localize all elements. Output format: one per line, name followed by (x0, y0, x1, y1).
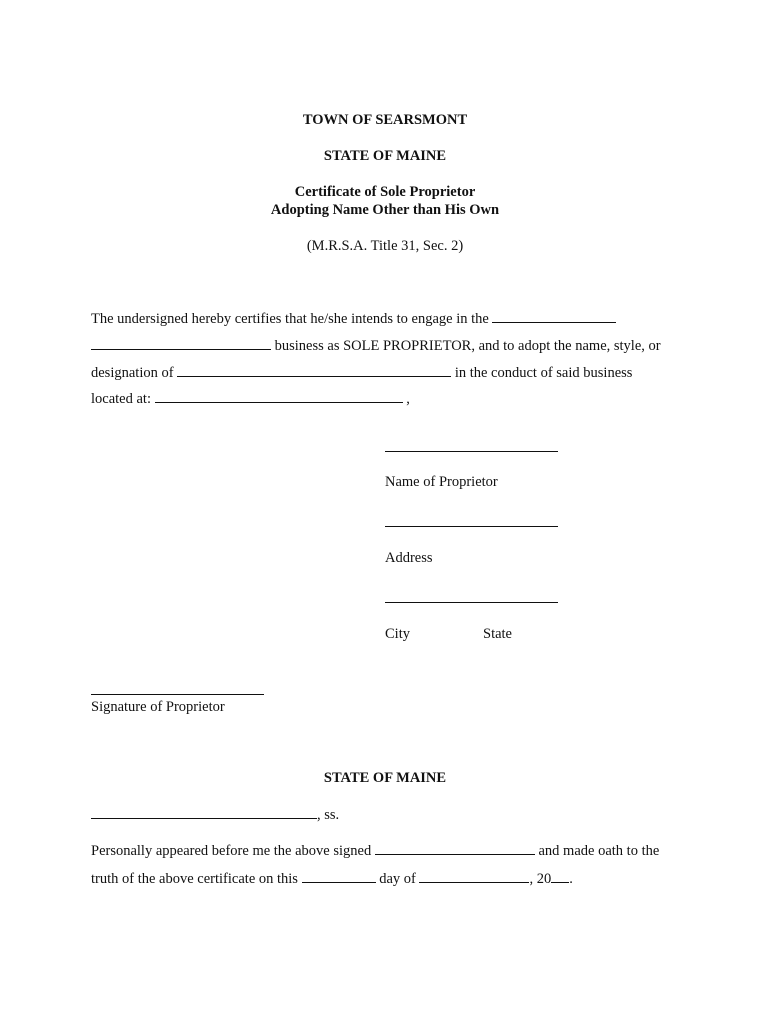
paragraph-line-1 (91, 310, 616, 328)
city-label: City (385, 626, 410, 642)
paragraph-line-3-text-a: designation of (91, 365, 174, 381)
signature-label: Signature of Proprietor (91, 699, 225, 715)
business-type-blank-1[interactable] (492, 310, 616, 323)
paragraph-line-3 (91, 364, 632, 382)
notary-line-2-text-c: , 20 (529, 871, 552, 887)
city-state-line[interactable] (385, 602, 558, 603)
paragraph-line-4 (91, 390, 410, 408)
paragraph-line-4-text-b: , (406, 391, 410, 407)
town-heading: TOWN OF SEARSMONT (302, 112, 468, 128)
paragraph-line-2-text: business as SOLE PROPRIETOR, and to adopt the name, style, or (274, 338, 661, 354)
notary-state-heading: STATE OF MAINE (323, 770, 447, 786)
county-line (91, 806, 339, 824)
notary-line-2-text-a: truth of the above certificate on this (91, 871, 298, 887)
paragraph-line-2 (91, 337, 661, 355)
paragraph-line-3-text-b: in the conduct of said business (454, 365, 633, 381)
address-label: Address (385, 550, 433, 566)
year-blank[interactable] (551, 870, 569, 883)
business-type-blank-2[interactable] (91, 337, 271, 350)
proprietor-name-label: Name of Proprietor (385, 474, 498, 490)
state-heading: STATE OF MAINE (323, 148, 447, 164)
notary-line-2-text-d: . (569, 871, 573, 887)
business-location-blank[interactable] (155, 390, 403, 403)
state-label: State (483, 626, 512, 642)
certificate-title-line-2: Adopting Name Other than His Own (270, 202, 500, 218)
notary-line-2 (91, 870, 573, 888)
notary-line-1-text-a: Personally appeared before me the above signed (91, 843, 372, 859)
proprietor-name-line[interactable] (385, 451, 558, 452)
certificate-title-line-1: Certificate of Sole Proprietor (294, 184, 476, 200)
paragraph-line-4-text-a: located at: (91, 391, 151, 407)
day-blank[interactable] (302, 870, 376, 883)
designation-name-blank[interactable] (177, 364, 451, 377)
signer-name-blank[interactable] (375, 842, 535, 855)
statute-citation: (M.R.S.A. Title 31, Sec. 2) (306, 238, 464, 254)
notary-line-1-text-b: and made oath to the (538, 843, 660, 859)
month-blank[interactable] (419, 870, 529, 883)
signature-line[interactable] (91, 694, 264, 695)
county-blank[interactable] (91, 806, 317, 819)
county-ss-text: , ss. (317, 807, 340, 823)
notary-line-2-text-b: day of (379, 871, 416, 887)
paragraph-line-1-text: The undersigned hereby certifies that he/she intends to engage in the (91, 311, 489, 327)
address-line[interactable] (385, 526, 558, 527)
notary-line-1 (91, 842, 659, 860)
